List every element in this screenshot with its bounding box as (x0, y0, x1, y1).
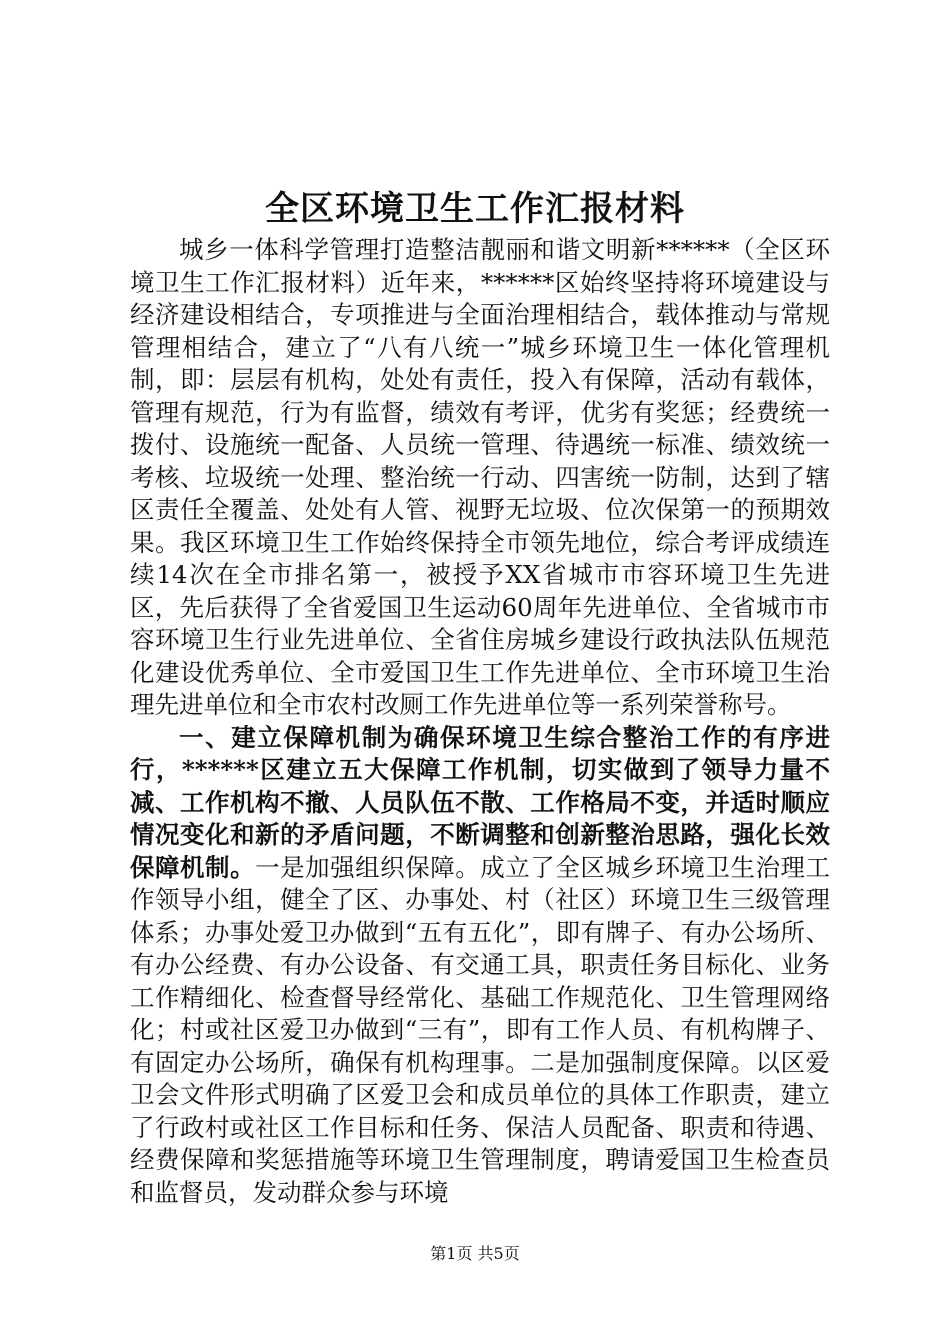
paragraph-section-one (130, 722, 830, 1210)
section-one-body: 一是加强组织保障。成立了全区城乡环境卫生治理工作领导小组，健全了区、办事处、村（社区）环境卫生三级管理体系；办事处爱卫办做到“五有五化”，即有牌子、有办公场所、有办公经费、有办公设备、有交通工具，职责任务目标化、业务工作精细化、检查督导经常化、基础工作规范化、卫生管理网络化；村或社区爱卫办做到“三有”，即有工作人员、有机构牌子、有固定办公场所，确保有机构理事。二是加强制度保障。以区爱卫会文件形式明确了区爱卫会和成员单位的具体工作职责，建立了行政村或社区工作目标和任务、保洁人员配备、职责和待遇、经费保障和奖惩措施等环境卫生管理制度，聘请爱国卫生检查员和监督员，发动群众参与环境 (130, 852, 830, 1207)
document-body (130, 234, 830, 1209)
section-one-heading: 一、建立保障机制为确保环境卫生综合整治工作的有序进行，******区建立五大保障工作机制，切实做到了领导力量不减、工作机构不撤、人员队伍不散、工作格局不变，并适时顺应情况变化和新的矛盾问题，不断调整和创新整治思路，强化长效保障机制。 (130, 722, 830, 882)
paragraph-intro: 城乡一体科学管理打造整洁靓丽和谐文明新******（全区环境卫生工作汇报材料）近年来，******区始终坚持将环境建设与经济建设相结合，专项推进与全面治理相结合，载体推动与常规管理相结合，建立了“八有八统一”城乡环境卫生一体化管理机制，即：层层有机构，处处有责任，投入有保障，活动有载体，管理有规范，行为有监督，绩效有考评，优劣有奖惩；经费统一拨付、设施统一配备、人员统一管理、待遇统一标准、绩效统一考核、垃圾统一处理、整治统一行动、四害统一防制，达到了辖区责任全覆盖、处处有人管、视野无垃圾、位次保第一的预期效果。我区环境卫生工作始终保持全市领先地位，综合考评成绩连续14次在全市排名第一，被授予XX省城市市容环境卫生先进区，先后获得了全省爱国卫生运动60周年先进单位、全省城市市容环境卫生行业先进单位、全省住房城乡建设行政执法队伍规范化建设优秀单位、全市爱国卫生工作先进单位、全市环境卫生治理先进单位和全市农村改厕工作先进单位等一系列荣誉称号。 (130, 235, 830, 719)
page-number-footer: 第1页 共5页 (430, 1244, 520, 1263)
document-title: 全区环境卫生工作汇报材料 (265, 189, 685, 229)
